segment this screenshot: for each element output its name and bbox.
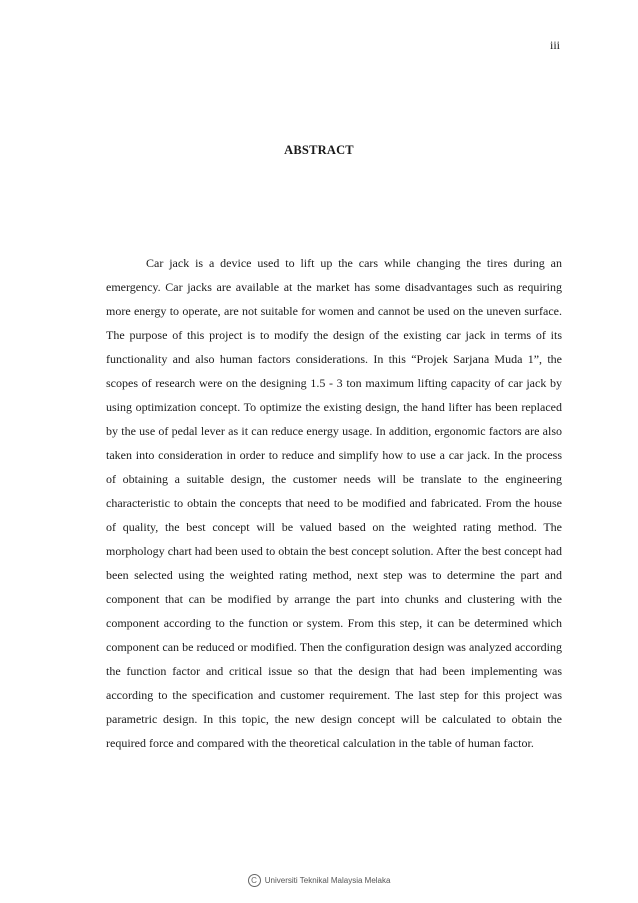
footer-text: Universiti Teknikal Malaysia Melaka	[264, 876, 391, 885]
copyright-icon: C	[248, 874, 261, 887]
page-number: iii	[549, 38, 560, 52]
page-title: ABSTRACT	[284, 143, 354, 157]
footer-watermark	[0, 874, 638, 887]
abstract-paragraph: Car jack is a device used to lift up the cars while changing the tires during an emergency. Car jacks are available at the market has some disadvantages such as requiring more energy to operate, are not suitable for women and cannot be used on the uneven surface. The purpose of this project is to modify the design of the existing car jack in terms of its functionality and also human factors considerations. In this “Projek Sarjana Muda 1”, the scopes of research were on the designing 1.5 - 3 ton maximum lifting capacity of car jack by using optimization concept. To optimize the existing design, the hand lifter has been replaced by the use of pedal lever as it can reduce energy usage. In addition, ergonomic factors are also taken into consideration in order to reduce and simplify how to use a car jack. In the process of obtaining a suitable design, the customer needs will be translate to the engineering characteristic to obtain the concepts that need to be modified and fabricated. From the house of quality, the best concept will be valued based on the weighted rating method. The morphology chart had been used to obtain the best concept solution. After the best concept had been selected using the weighted rating method, next step was to determine the part and component that can be modified by arrange the part into chunks and clustering with the component according to the function or system. From this step, it can be determined which component can be reduced or modified. Then the configuration design was analyzed according the function factor and critical issue so that the design that had been implementing was according to the specification and customer requirement. The last step for this project was parametric design. In this topic, the new design concept will be calculated to obtain the required force and compared with the theoretical calculation in the table of human factor.	[106, 256, 562, 750]
